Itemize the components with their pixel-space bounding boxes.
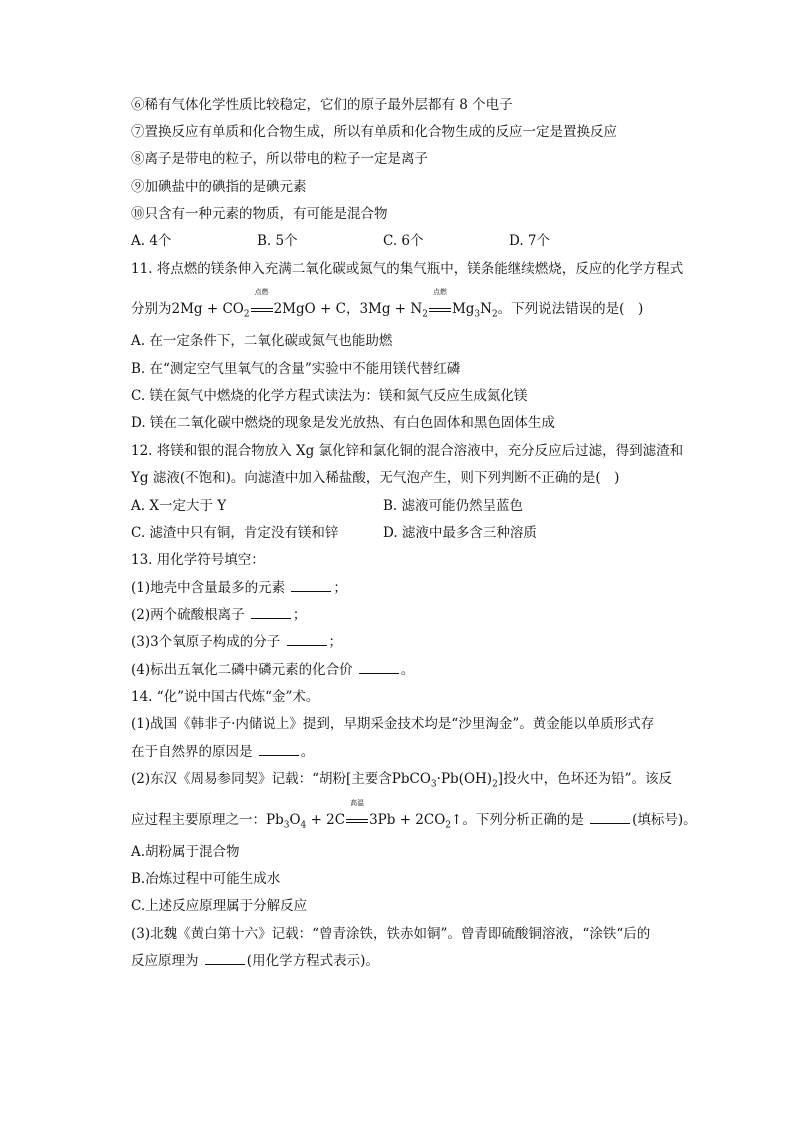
- answer-blank[interactable]: [259, 743, 299, 756]
- q11-option-d: D. 镁在二氧化碳中燃烧的现象是发光放热、有白色固体和黑色固体生成: [131, 415, 555, 431]
- q12-stem-line2: Yg 滤液(不饱和)。向滤渣中加入稀盐酸，无气泡产生，则下列判断不正确的是( ): [131, 470, 620, 486]
- q12-option-b: B. 滤液可能仍然呈蓝色: [383, 498, 524, 514]
- q12-option-c: C. 滤渣中只有铜，肯定没有镁和锌: [131, 525, 339, 541]
- option-b: B. 5个: [257, 233, 298, 249]
- q11-option-a: A. 在一定条件下，二氧化碳或氮气也能助燃: [131, 333, 393, 349]
- prev-options: [131, 232, 734, 250]
- answer-blank[interactable]: [205, 952, 245, 965]
- q12-option-a: A. X一定大于 Y: [131, 498, 227, 514]
- q14-stem: 14. “化”说中国古代炼“金”术。: [131, 689, 320, 705]
- q12-stem-line1: 12. 将镁和银的混合物放入 Xg 氯化锌和氯化铜的混合溶液中，充分反应后过滤，得到滤渣和: [131, 443, 684, 459]
- q13-item-3: (3)3个氧原子构成的分子 ；: [131, 634, 343, 650]
- q13-item-2: (2)两个硫酸根离子 ；: [131, 607, 307, 623]
- answer-blank[interactable]: [287, 633, 327, 646]
- condition-ignite-1: 点燃: [250, 300, 274, 318]
- q14-part2-line2: 应过程主要原理之一：$Pb_3O_4 + 2C$ 高温 $3Pb + 2CO_2↑$。下列分析正确的是 (填标号)。: [131, 799, 697, 831]
- q14-option-b: B.冶炼过程中可能生成水: [131, 871, 281, 887]
- q11-stem-line2: 分别为$2Mg + CO_2$ 点燃 2MgO + C，$3Mg + N_2$ 点燃 $Mg_3N_2$。下列说法错误的是( ): [131, 288, 644, 320]
- q11-option-b: B. 在“测定空气里氧气的含量”实验中不能用镁代替红磷: [131, 361, 461, 377]
- q13-stem: 13. 用化学符号填空：: [131, 552, 265, 568]
- condition-ignite-2: 点燃: [428, 300, 452, 318]
- statement-9: ⑨加碘盐中的碘指的是碘元素: [131, 179, 307, 195]
- q13-item-4: (4)标出五氧化二磷中磷元素的化合价 。: [131, 662, 415, 678]
- option-a: A. 4个: [131, 233, 172, 249]
- answer-blank[interactable]: [359, 661, 399, 674]
- q11-option-c: C. 镁在氮气中燃烧的化学方程式读法为：镁和氮气反应生成氮化镁: [131, 388, 528, 404]
- q11-stem-line1: 11. 将点燃的镁条伸入充满二氧化碳或氮气的集气瓶中，镁条能继续燃烧，反应的化学方程式: [131, 261, 684, 277]
- q14-part1-line2: 在于自然界的原因是 。: [131, 744, 315, 760]
- q12-option-d: D. 滤液中最多含三种溶质: [383, 525, 537, 541]
- answer-blank[interactable]: [291, 579, 331, 592]
- answer-blank[interactable]: [251, 606, 291, 619]
- statement-10: ⑩只含有一种元素的物质，有可能是混合物: [131, 206, 388, 222]
- option-d: D. 7个: [509, 233, 551, 249]
- q14-part2-line1: (2)东汉《周易参同契》记载：“胡粉[主要含$PbCO_3\cdot Pb(OH)_2$]投火中，色坏还为铅”。该反: [131, 771, 672, 790]
- statement-8: ⑧离子是带电的粒子，所以带电的粒子一定是离子: [131, 151, 428, 167]
- answer-blank[interactable]: [590, 811, 630, 824]
- q14-part3-line1: (3)北魏《黄白第十六》记载：“曾青涂铁，铁赤如铜”。曾青即硫酸铜溶液，“涂铁“后的: [131, 926, 651, 942]
- q13-item-1: (1)地壳中含量最多的元素 ；: [131, 580, 347, 596]
- q12-options-row2: [131, 524, 734, 542]
- condition-high-temp: 高温: [345, 811, 369, 829]
- q14-part3-line2: 反应原理为 (用化学方程式表示)。: [131, 953, 379, 969]
- statement-6: ⑥稀有气体化学性质比较稳定，它们的原子最外层都有 8 个电子: [131, 97, 513, 113]
- statement-7: ⑦置换反应有单质和化合物生成，所以有单质和化合物生成的反应一定是置换反应: [131, 124, 617, 140]
- q12-options-row1: [131, 497, 734, 515]
- option-c: C. 6个: [383, 233, 424, 249]
- q14-option-a: A.胡粉属于混合物: [131, 844, 240, 860]
- q14-part1-line1: (1)战国《韩非子·内储说上》提到，早期采金技术均是“沙里淘金”。黄金能以单质形式存: [131, 716, 655, 732]
- q14-option-c: C.上述反应原理属于分解反应: [131, 898, 308, 914]
